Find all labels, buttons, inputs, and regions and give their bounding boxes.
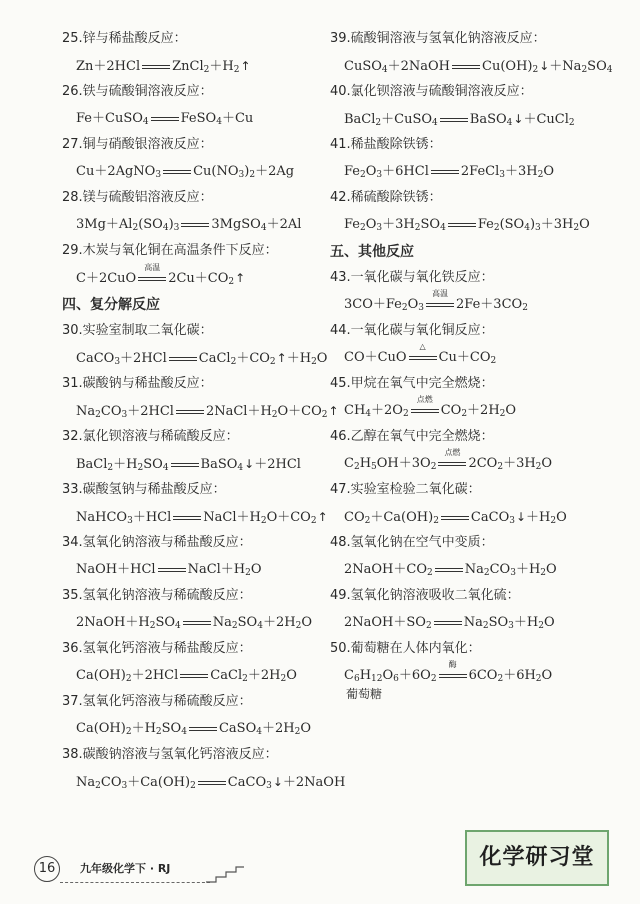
question-39: 39.硫酸铜溶液与氢氧化钠溶液反应：	[330, 31, 546, 46]
equation-42: $Fe_2O_3+3H_2SO_4$ $Fe_2(SO_4)_3+3H_2O$	[344, 217, 590, 233]
question-50: 50.葡萄糖在人体内氧化：	[330, 641, 481, 656]
equation-29: C＋2CuO 高温 $2Cu+CO_2↑$	[76, 262, 246, 287]
condition-ignite: 点燃	[444, 447, 461, 457]
brand-name: 化学研习堂	[479, 845, 595, 870]
question-37: 37.氢氧化钙溶液与稀硫酸反应：	[62, 694, 252, 709]
reaction-41	[330, 136, 620, 182]
reaction-29	[62, 242, 330, 288]
right-column	[330, 30, 620, 705]
equation-31: $Na_2CO_3+2HCl$ $2NaCl+H_2O+CO_2↑$	[76, 404, 339, 420]
reaction-28	[62, 189, 330, 235]
equation-32: $BaCl_2+H_2SO_4$ BaSO$_4$↓＋2HCl	[76, 457, 301, 473]
question-25: 25.锌与稀盐酸反应：	[62, 31, 187, 46]
condition-high-temp: 高温	[144, 262, 161, 272]
reaction-30	[62, 322, 330, 368]
reaction-49	[330, 587, 620, 633]
reaction-40	[330, 83, 620, 129]
question-42: 42.稀硫酸除铁锈：	[330, 190, 442, 205]
equation-39: CuSO$_4$＋2NaOH $Cu(OH)_2↓+Na_2SO_4$	[344, 59, 613, 75]
equation-28: $3Mg+Al_2(SO_4)_3$ 3MgSO$_4$＋2Al	[76, 217, 302, 233]
book-title: 九年级化学下 · RJ	[80, 862, 171, 875]
question-31: 31.碳酸钠与稀盐酸反应：	[62, 376, 213, 391]
footer-divider	[60, 882, 210, 883]
reaction-25	[62, 30, 330, 76]
question-48: 48.氢氧化钠在空气中变质：	[330, 535, 494, 550]
question-29: 29.木炭与氧化铜在高温条件下反应：	[62, 243, 278, 258]
equation-35: $2NaOH+H_2SO_4$ $Na_2SO_4+2H_2O$	[76, 615, 312, 631]
reaction-46	[330, 428, 620, 474]
reaction-34	[62, 534, 330, 580]
equation-47: $CO_2+Ca(OH)_2$ $CaCO_3↓+H_2O$	[344, 510, 567, 526]
glucose-label: 葡萄糖	[346, 687, 383, 701]
equation-48: $2NaOH+CO_2$ $Na_2CO_3+H_2O$	[344, 562, 557, 578]
equation-30: CaCO$_3$＋2HCl $CaCl_2+CO_2↑+H_2O$	[76, 351, 328, 367]
equation-40: BaCl$_2$＋CuSO$_4$ BaSO$_4$↓＋CuCl$_2$	[344, 112, 575, 128]
question-44: 44.一氧化碳与氧化铜反应：	[330, 323, 494, 338]
equation-44: CO＋CuO △ $Cu+CO_2$	[344, 341, 497, 366]
section-heading-4: 四、复分解反应	[62, 297, 160, 313]
question-41: 41.稀盐酸除铁锈：	[330, 137, 442, 152]
question-36: 36.氢氧化钙溶液与稀盐酸反应：	[62, 641, 252, 656]
question-49: 49.氢氧化钠溶液吸收二氧化硫：	[330, 588, 520, 603]
reaction-50	[330, 640, 620, 701]
reaction-47	[330, 481, 620, 527]
reaction-48	[330, 534, 620, 580]
page-number: 16	[34, 856, 60, 882]
question-45: 45.甲烷在氧气中完全燃烧：	[330, 376, 494, 391]
equation-45: $CH_4+2O_2$ 点燃 $CO_2+2H_2O$	[344, 394, 517, 419]
reaction-38	[62, 746, 346, 792]
condition-ignite: 点燃	[416, 394, 433, 404]
reaction-26	[62, 83, 330, 129]
reaction-36	[62, 640, 330, 686]
reaction-39	[330, 30, 620, 76]
equation-25: Zn＋2HCl $ZnCl_2+H_2↑$	[76, 59, 251, 75]
question-35: 35.氢氧化钠溶液与稀硫酸反应：	[62, 588, 252, 603]
equation-49: $2NaOH+SO_2$ $Na_2SO_3+H_2O$	[344, 615, 555, 631]
equation-43: $3CO+Fe_2O_3$ 高温 $2Fe+3CO_2$	[344, 288, 528, 313]
question-33: 33.碳酸氢钠与稀盐酸反应：	[62, 482, 226, 497]
equation-26: Fe＋CuSO$_4$ FeSO$_4$＋Cu	[76, 111, 254, 127]
reaction-27	[62, 136, 330, 182]
section-heading-5: 五、其他反应	[330, 244, 414, 260]
equation-27: Cu＋2AgNO$_3$ $Cu(NO_3)_2+2Ag$	[76, 164, 295, 180]
condition-enzyme: 酶	[448, 659, 457, 669]
question-40: 40.氯化钡溶液与硫酸铜溶液反应：	[330, 84, 533, 99]
equation-34: NaOH＋HCl $NaCl+H_2O$	[76, 562, 262, 578]
question-34: 34.氢氧化钠溶液与稀盐酸反应：	[62, 535, 252, 550]
reaction-37	[62, 693, 330, 739]
question-26: 26.铁与硫酸铜溶液反应：	[62, 84, 213, 99]
equation-33: NaHCO$_3$＋HCl $NaCl+H_2O+CO_2↑$	[76, 510, 328, 526]
question-47: 47.实验室检验二氧化碳：	[330, 482, 481, 497]
question-43: 43.一氧化碳与氧化铁反应：	[330, 270, 494, 285]
reaction-42	[330, 189, 620, 235]
question-32: 32.氯化钡溶液与稀硫酸反应：	[62, 429, 239, 444]
reaction-44	[330, 322, 620, 368]
condition-heat: △	[419, 341, 426, 351]
reaction-45	[330, 375, 620, 421]
question-38: 38.碳酸钠溶液与氢氧化钙溶液反应：	[62, 747, 278, 762]
equation-50: $C_6H_{12}O_6+6O_2$ 酶 $6CO_2+6H_2O$	[344, 659, 553, 684]
brand-stamp	[465, 830, 609, 886]
left-column	[62, 30, 346, 799]
equation-46: $C_2H_5OH+3O_2$ 点燃 $2CO_2+3H_2O$	[344, 447, 553, 472]
equation-41: $Fe_2O_3+6HCl$ $2FeCl_3+3H_2O$	[344, 164, 555, 180]
question-28: 28.镁与硫酸铝溶液反应：	[62, 190, 213, 205]
reaction-31	[62, 375, 339, 421]
equation-37: $Ca(OH)_2+H_2SO_4$ $CaSO_4+2H_2O$	[76, 721, 311, 737]
reaction-32	[62, 428, 330, 474]
reaction-35	[62, 587, 330, 633]
condition-high-temp: 高温	[432, 288, 449, 298]
stairs-icon	[206, 866, 246, 884]
equation-36: $Ca(OH)_2+2HCl$ $CaCl_2+2H_2O$	[76, 668, 297, 684]
question-30: 30.实验室制取二氧化碳：	[62, 323, 213, 338]
question-46: 46.乙醇在氧气中完全燃烧：	[330, 429, 494, 444]
reaction-33	[62, 481, 330, 527]
reaction-43	[330, 269, 620, 315]
question-27: 27.铜与硝酸银溶液反应：	[62, 137, 213, 152]
equation-38: $Na_2CO_3+Ca(OH)_2$ CaCO$_3$↓＋2NaOH	[76, 775, 346, 791]
